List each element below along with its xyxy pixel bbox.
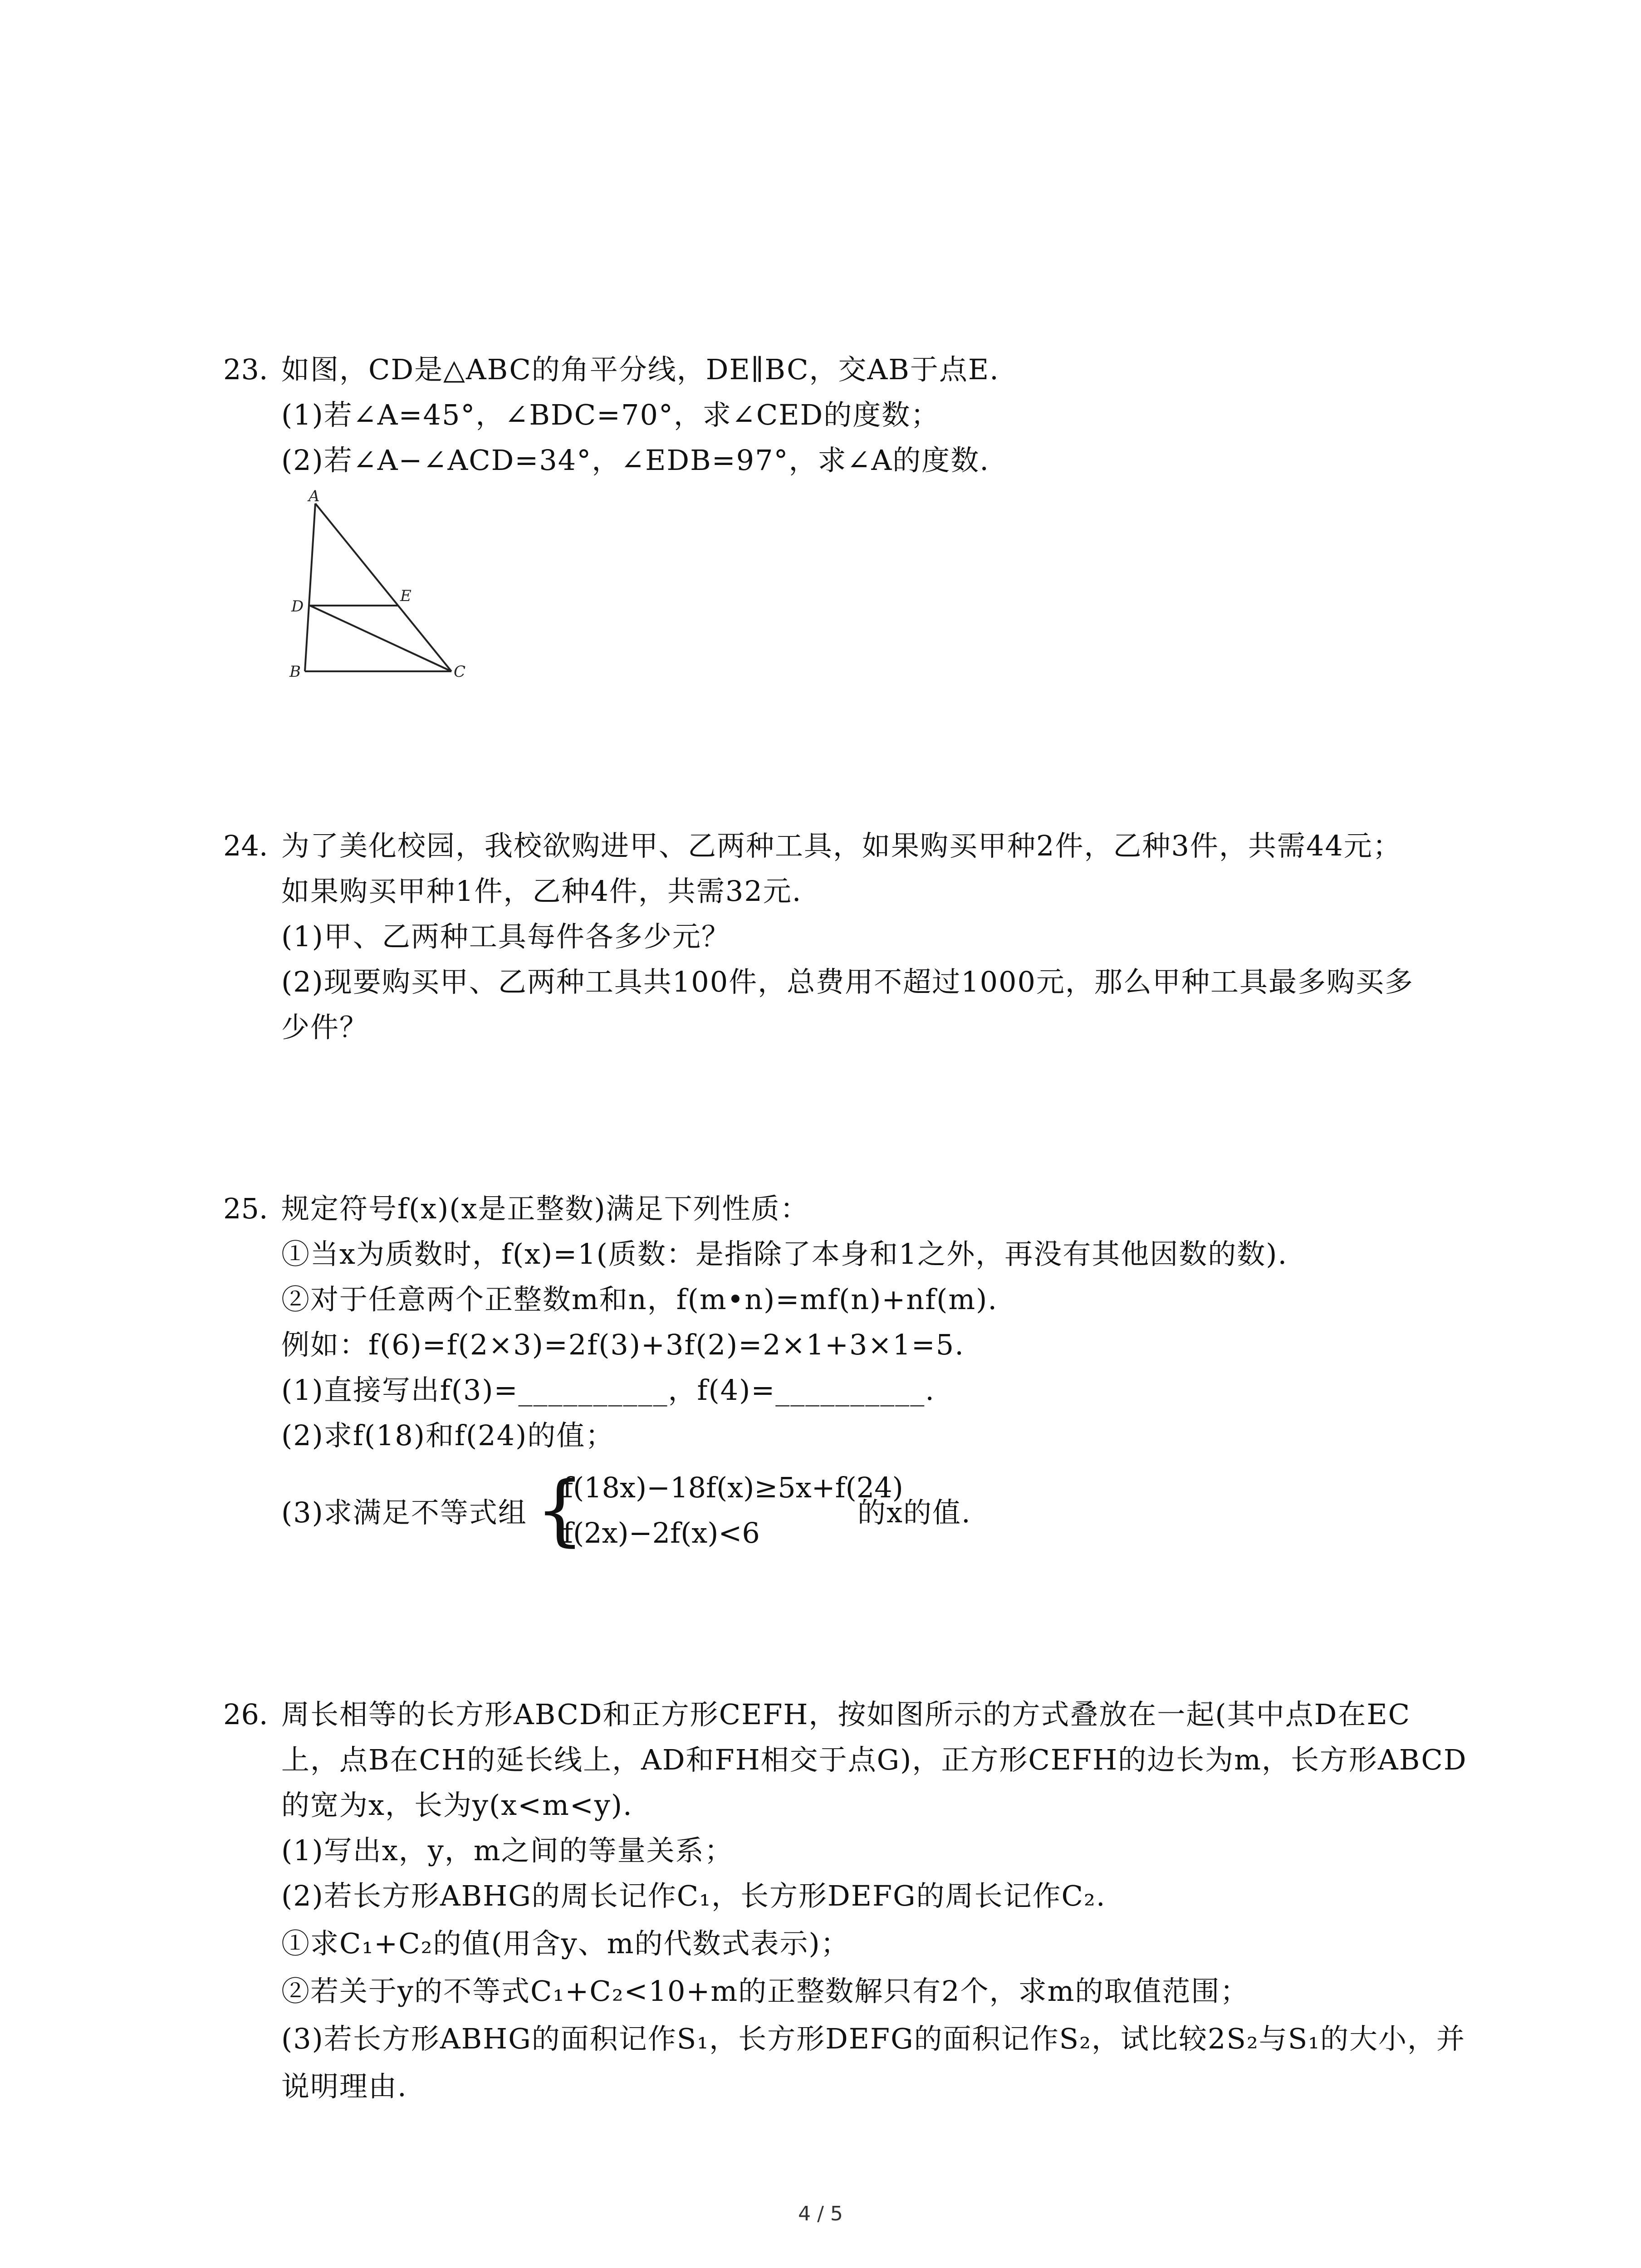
triangle-figure xyxy=(281,490,481,685)
label-a: A xyxy=(309,490,320,505)
q24-part1: (1)甲、乙两种工具每件各多少元？ xyxy=(281,920,730,953)
q25-stem: 规定符号f(x)(x是正整数)满足下列性质： xyxy=(281,1192,809,1225)
q26-part2b: ②若关于y的不等式C₁+C₂<10+m的正整数解只有2个，求m的取值范围； xyxy=(281,1975,1249,2008)
q25-rule1: ①当x为质数时，f(x)=1(质数：是指除了本身和1之外，再没有其他因数的数). xyxy=(281,1237,1288,1271)
q24-part2-line1: (2)现要购买甲、乙两种工具共100件，总费用不超过1000元，那么甲种工具最多购买多 xyxy=(281,965,1414,998)
q26-number: 26. xyxy=(223,1698,268,1731)
inequality-2: f(2x)−2f(x)<6 xyxy=(563,1516,760,1549)
q26-line3: 的宽为x，长为y(x<m<y). xyxy=(281,1789,633,1822)
q26-part1: (1)写出x，y，m之间的等量关系； xyxy=(281,1834,734,1867)
q25-part3-label: (3)求满足不等式组 xyxy=(281,1496,527,1529)
q26-part3-line2: 说明理由. xyxy=(281,2070,407,2103)
q25-part2: (2)求f(18)和f(24)的值； xyxy=(281,1419,615,1452)
page-number: 4 / 5 xyxy=(798,2202,843,2225)
q25-rule2: ②对于任意两个正整数m和n，f(m•n)=mf(n)+nf(m). xyxy=(281,1283,998,1316)
q24-number: 24. xyxy=(223,829,268,862)
q26-part3-line1: (3)若长方形ABHG的面积记作S₁，长方形DEFG的面积记作S₂，试比较2S₂与S₁的大小，并 xyxy=(281,2022,1466,2055)
label-b: B xyxy=(289,663,301,681)
label-d: D xyxy=(291,597,304,616)
q23-stem: 如图，CD是△ABC的角平分线，DE∥BC，交AB于点E. xyxy=(281,353,999,386)
q26-part2: (2)若长方形ABHG的周长记作C₁，长方形DEFG的周长记作C₂. xyxy=(281,1879,1106,1912)
label-c: C xyxy=(454,663,466,681)
q26-line1: 周长相等的长方形ABCD和正方形CEFH，按如图所示的方式叠放在一起(其中点D在EC xyxy=(281,1698,1411,1731)
label-e: E xyxy=(400,587,411,605)
q24-line2: 如果购买甲种1件，乙种4件，共需32元. xyxy=(281,875,802,908)
q23-part1: (1)若∠A=45°，∠BDC=70°，求∠CED的度数； xyxy=(281,398,940,431)
q25-number: 25. xyxy=(223,1192,268,1225)
q24-part2-line2: 少件？ xyxy=(281,1011,369,1044)
q23-number: 23. xyxy=(223,353,268,386)
q25-example: 例如：f(6)=f(2×3)=2f(3)+3f(2)=2×1+3×1=5. xyxy=(281,1328,965,1361)
inequality-1: f(18x)−18f(x)≥5x+f(24) xyxy=(563,1471,903,1504)
q25-part1: (1)直接写出f(3)=__________，f(4)=__________. xyxy=(281,1374,935,1407)
q25-part3-tail: 的x的值. xyxy=(857,1496,971,1529)
q26-part2a: ①求C₁+C₂的值(用含y、m的代数式表示)； xyxy=(281,1927,850,1960)
q23-part2: (2)若∠A−∠ACD=34°，∠EDB=97°，求∠A的度数. xyxy=(281,444,989,477)
q26-line2: 上，点B在CH的延长线上，AD和FH相交于点G)，正方形CEFH的边长为m，长方形ABCD xyxy=(281,1743,1467,1776)
inequality-brace: { xyxy=(535,1465,585,1555)
q24-line1: 为了美化校园，我校欲购进甲、乙两种工具，如果购买甲种2件，乙种3件，共需44元； xyxy=(281,829,1402,862)
